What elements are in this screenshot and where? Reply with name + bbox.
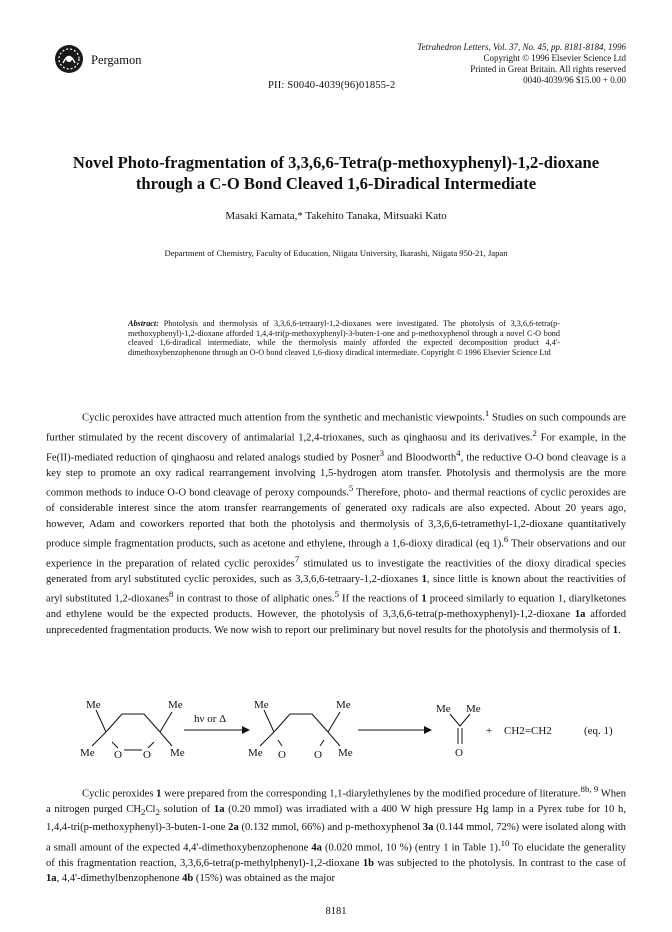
- me-label: Me: [248, 747, 263, 759]
- plus-sign: +: [486, 725, 493, 737]
- me-label: Me: [170, 747, 185, 759]
- oxygen-label: O: [278, 749, 286, 761]
- compound-label: 1a: [213, 803, 225, 815]
- body-paragraph-2: Cyclic peroxides 1 were prepared from the corresponding 1,1-diarylethylenes by the modified procedure of literature.$^{8b, 9}$ When a nitrogen purged $CH_2Cl_2$ solution of 1a (0.20 mmol) was irradiated with a 400 W high pressure Hg lamp in a Pyrex tube for 10 h, 1,4,4-tri(p-methoxyphenyl)-3-buten-1-one 2a (0.132 mmol, 66%) and p-methoxyphenol 3a (0.144 mmol, 72%) were isolated along with a small amount of the expected 4,4'-dimethoxybenzophenone 4a (0.020 mmol, 10 %) (entry 1 in Table 1).$^{10}$ To elucidate the generality of this fragmentation reaction, 3,3,6,6-tetra(p-methylphenyl)-1,2-dioxane 1b was subjected to the photolysis. In contrast to the case of 1a, 4,4'-dimethylbenzophenone 4b (15%) was obtained as the major: [46, 784, 626, 885]
- abstract-label: Abstract:: [128, 319, 159, 328]
- affiliation: Department of Chemistry, Faculty of Education, Niigata University, Ikarashi, Niigata 950-21, Japan: [164, 248, 508, 258]
- ref: 10: [500, 837, 510, 848]
- ref: 1: [484, 408, 490, 418]
- ref: 6: [503, 533, 509, 544]
- compound-label: 4a: [311, 842, 322, 854]
- me-label: Me: [338, 747, 353, 759]
- compound-label: 1: [421, 593, 427, 605]
- ref: 2: [532, 427, 537, 438]
- publisher-name: Pergamon: [91, 53, 142, 67]
- author-list: Masaki Kamata,* Takehito Tanaka, Mitsuaki Kato: [225, 210, 447, 222]
- page-number: 8181: [325, 906, 347, 917]
- article-title: Novel Photo-fragmentation of 3,3,6,6-Tetra(p-methoxyphenyl)-1,2-dioxane through a C-O Bond Cleaved 1,6-Diradical Intermediate: [72, 153, 600, 193]
- ref: 7: [294, 553, 300, 564]
- journal-line: Tetrahedron Letters, Vol. 37, No. 45, pp. 8181-8184, 1996: [417, 42, 626, 52]
- price-line: 0040-4039/96 $15.00 + 0.00: [523, 75, 626, 85]
- compound-label: 1: [612, 624, 619, 636]
- compound-label: 2a: [228, 822, 239, 834]
- me-label: Me: [466, 703, 481, 715]
- me-label: Me: [336, 699, 351, 711]
- oxygen-label: O: [114, 749, 122, 761]
- ref: 8: [168, 589, 174, 600]
- compound-label: 1: [156, 788, 162, 800]
- compound-label: 3a: [422, 822, 434, 834]
- me-label: Me: [436, 703, 451, 715]
- reaction-condition: hν or Δ: [194, 713, 227, 725]
- abstract-text: Photolysis and thermolysis of 3,3,6,6-tetraaryl-1,2-dioxanes were investigated. The photolysis of 3,3,6,6-tetra(p-methoxyphenyl)-1,2-dioxane afforded 1,4,4-tri(p-methoxyphenyl)-3-buten-1-one and p-methoxyphenol through a novel C-O bond cleaved 1,6-diradical intermediate, while the thermolysis mainly afforded the expected decomposition product 4,4'-dimethoxybenzophenone through an O-O bond cleaved 1,6-dioxy diradical intermediate. Copyright © 1996 Elsevier Science Ltd: [128, 319, 561, 357]
- compound-label: 4b: [182, 873, 194, 885]
- compound-label: 1a: [574, 609, 586, 621]
- ref: 8b, 9: [580, 784, 599, 794]
- compound-label: 1: [421, 573, 427, 585]
- oxygen-label: O: [314, 749, 322, 761]
- compound-label: 1a: [46, 873, 57, 885]
- pii-identifier: PII: S0040-4039(96)01855-2: [268, 80, 396, 91]
- oxygen-label: O: [143, 749, 151, 761]
- pergamon-logo-icon: [54, 44, 84, 74]
- ref: 3: [379, 447, 385, 458]
- me-label: Me: [86, 699, 101, 711]
- ref: 5: [348, 483, 354, 494]
- me-label: Me: [80, 747, 95, 759]
- oxygen-label: O: [455, 747, 463, 759]
- reaction-scheme-eq1: [46, 690, 626, 770]
- me-label: Me: [254, 699, 269, 711]
- ref: 5: [334, 589, 339, 600]
- body-paragraph-1: Cyclic peroxides have attracted much attention from the synthetic and mechanistic viewpoints.$^1$ Studies on such compounds are further stimulated by the recent discovery of antimalarial 1,2,4-trioxanes, such as qinghaosu and its derivatives.$^2$ For example, in the Fe(II)-mediated reduction of qinghaosu and related analogs studied by Posner$^3$ and Bloodworth$^4$, the reductive O-O bond cleavage is a key step to promote an oxy radical rearrangement involving 1,5-hydrogen atom transfer. Photolysis and thermolysis are the more common methods to induce O-O bond cleavage of peroxy compounds.$^5$ Therefore, photo- and thermal reactions of cyclic peroxides are of considerable interest since the atom transfer rearrangements of generated oxy radicals are also expected. About 20 years ago, however, Adam and coworkers reported that both the photolysis and thermolysis of 3,3,6,6-tetramethyl-1,2-dioxane quantitatively produce simple fragmentation products, such as acetone and ethylene, through a 1,6-dioxy diradical (eq 1).$^6$ Their observations and our experience in the preparation of related cyclic peroxides$^7$ stimulated us to investigate the reactivities of the dioxy diradical species generated from aryl substituted cyclic peroxides, such as 3,3,6,6-tetraary-1,2-dioxanes 1, since little is known about the reactivities of aryl substituted 1,2-dioxanes$^8$ in contrast to those of aliphatic ones.$^5$ If the reactions of 1 proceed similarly to equation 1, diarylketones and ethylene would be the expected products. However, the photolysis of 3,3,6,6-tetra(p-methoxyphenyl)-1,2-dioxane 1a afforded unprecedented fragmentation products. We now wish to report our preliminary but novel results for the photolysis and thermolysis of 1.: [46, 408, 627, 636]
- ref: 4: [456, 447, 461, 458]
- me-label: Me: [168, 699, 183, 711]
- ethylene-formula: CH2=CH2: [504, 725, 552, 737]
- copyright-line: Copyright © 1996 Elsevier Science Ltd: [483, 53, 626, 63]
- compound-label: 1b: [362, 857, 375, 869]
- equation-label: (eq. 1): [584, 725, 613, 737]
- printed-line: Printed in Great Britain. All rights reserved: [470, 64, 626, 74]
- abstract: [128, 319, 560, 357]
